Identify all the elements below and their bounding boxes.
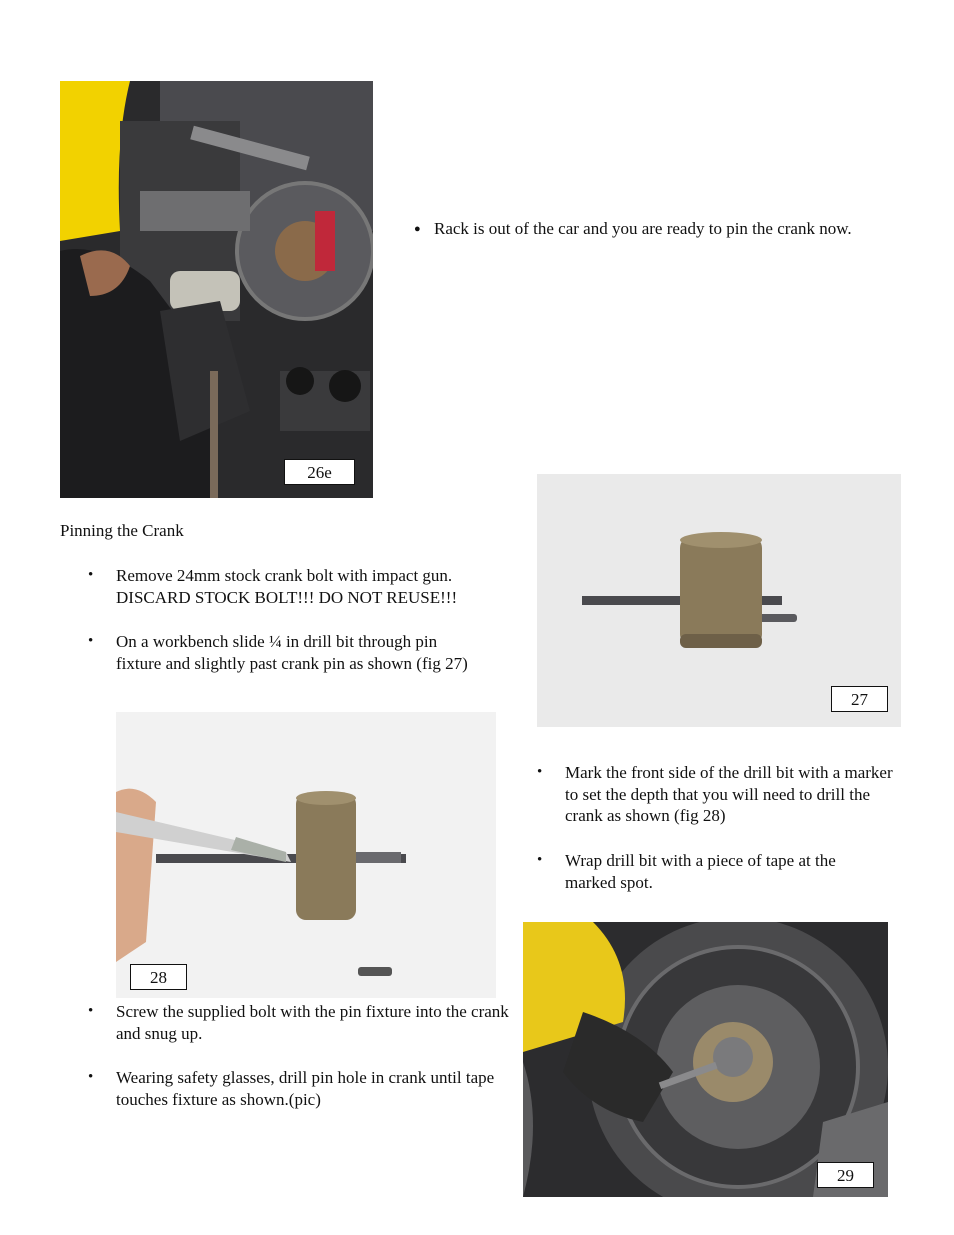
step-drill-hole-text: Wearing safety glasses, drill pin hole in crank until tape touches fixture as shown.(pic) (116, 1068, 495, 1109)
marking-drill-bit-illustration (116, 712, 496, 998)
drilling-crank-illustration (523, 922, 888, 1197)
step-screw-bolt-text: Screw the supplied bolt with the pin fixture into the crank and snug up. (116, 1002, 509, 1043)
step-wrap-tape-text: Wrap drill bit with a piece of tape at the marked spot. (565, 851, 836, 892)
step-remove-bolt-text: Remove 24mm stock crank bolt with impact gun. DISCARD STOCK BOLT!!! DO NOT REUSE!!! (116, 566, 458, 607)
step-mark-bit-text: Mark the front side of the drill bit with a marker to set the depth that you will need to drill the crank as shown (fig 28) (565, 763, 893, 825)
photo-drilling-crank (523, 922, 888, 1197)
bullet-dot: • (88, 1069, 94, 1085)
bullet-dot: • (88, 567, 94, 583)
figure-label-26e: 26e (284, 459, 355, 485)
bullet-dot: ● (414, 223, 421, 235)
rack-note-text: Rack is out of the car and you are ready to pin the crank now. (434, 219, 852, 238)
bullet-dot: • (88, 1003, 94, 1019)
bullet-dot: • (537, 852, 543, 868)
section-title: Pinning the Crank (60, 521, 184, 540)
bullet-dot: • (537, 764, 543, 780)
crank-pin (358, 967, 392, 976)
figure-label-29: 29 (817, 1162, 874, 1188)
pin-fixture (680, 536, 762, 646)
photo-drill-bit-in-fixture (537, 474, 901, 727)
figure-label-28: 28 (130, 964, 187, 990)
brake-caliper (315, 211, 335, 271)
photo-wheel-hub-removal (60, 81, 373, 498)
figure-label-27: 27 (831, 686, 888, 712)
step-slide-bit-text: On a workbench slide ¼ in drill bit through pin fixture and slightly past crank pin as shown (fig 27) (116, 632, 468, 673)
wheel-hub-illustration (60, 81, 373, 498)
pin-fixture (296, 794, 356, 920)
crank-bolt (713, 1037, 753, 1077)
bullet-dot: • (88, 633, 94, 649)
photo-marking-drill-bit (116, 712, 496, 998)
